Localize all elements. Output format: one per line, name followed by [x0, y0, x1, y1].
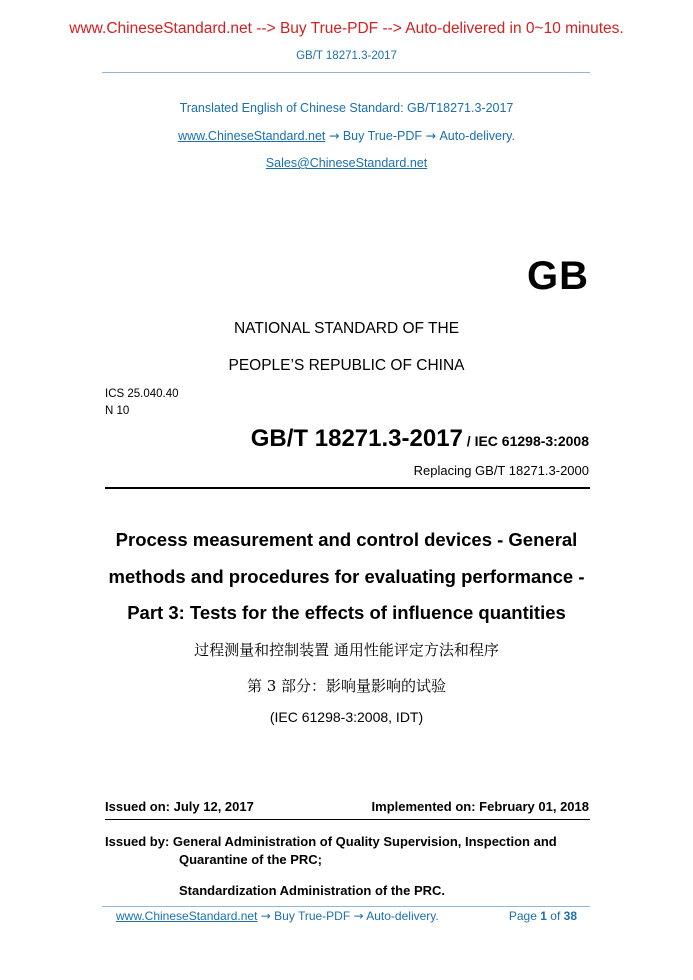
- top-banner[interactable]: www.ChineseStandard.net --> Buy True-PDF --> Auto-delivered in 0~10 minutes.: [69, 20, 624, 37]
- standard-number: [251, 425, 589, 453]
- footer-text-1: Buy True-PDF: [270, 909, 354, 923]
- issuer-2: Standardization Administration of the PRC.: [179, 883, 446, 898]
- translated-line: Translated English of Chinese Standard: GB/T18271.3-2017: [179, 101, 514, 115]
- ics-code: ICS 25.040.40: [105, 388, 179, 400]
- footer-purchase: [116, 909, 439, 923]
- issuer-1a: General Administration of Quality Supervision, Inspection and: [169, 834, 557, 849]
- purchase-line: [0, 128, 693, 143]
- footer-text-2: Auto-delivery.: [363, 909, 439, 923]
- issued-by-line-1: [105, 833, 595, 851]
- site-link[interactable]: www.ChineseStandard.net: [178, 129, 326, 143]
- replacing-note: Replacing GB/T 18271.3-2000: [413, 463, 589, 478]
- of-label: of: [550, 909, 561, 923]
- header-rule: [102, 72, 590, 73]
- issuer-1b: Quarantine of the PRC;: [179, 852, 323, 867]
- gb-logo: GB: [527, 254, 589, 298]
- chinese-title-1: 过程测量和控制装置 通用性能评定方法和程序: [194, 641, 499, 659]
- right-arrow-icon: →: [260, 909, 271, 923]
- email-link[interactable]: Sales@ChineseStandard.net: [265, 156, 428, 170]
- page-label: Page: [508, 909, 537, 923]
- page-indicator: [509, 909, 577, 923]
- issued-by-label: Issued by:: [105, 834, 170, 849]
- page-number: 1: [540, 909, 547, 923]
- idt-note: (IEC 61298-3:2008, IDT): [269, 709, 424, 725]
- number-separator: /: [462, 433, 475, 449]
- footer-site-link[interactable]: www.ChineseStandard.net: [116, 909, 258, 923]
- email-line: [0, 156, 693, 170]
- ccs-code: N 10: [105, 405, 130, 417]
- dates-rule: [105, 819, 590, 820]
- right-arrow-icon: →: [328, 128, 340, 143]
- right-arrow-icon: →: [353, 909, 364, 923]
- footer-rule: [102, 906, 590, 907]
- title-line-1: Process measurement and control devices - General: [115, 529, 578, 550]
- right-arrow-icon: →: [425, 128, 436, 143]
- purchase-text: Buy True-PDF: [339, 129, 426, 143]
- issued-on: Issued on: July 12, 2017: [105, 799, 254, 814]
- national-line-2: PEOPLE’S REPUBLIC OF CHINA: [228, 357, 465, 374]
- title-line-3: Part 3: Tests for the effects of influence quantities: [127, 602, 566, 623]
- page-total: 38: [563, 909, 577, 923]
- issued-by: [105, 833, 595, 900]
- header-code: GB/T 18271.3-2017: [296, 50, 397, 62]
- iec-number: IEC 61298-3:2008: [474, 433, 589, 449]
- implemented-on: Implemented on: February 01, 2018: [371, 799, 589, 814]
- national-line-1: NATIONAL STANDARD OF THE: [233, 320, 460, 337]
- gb-number: GB/T 18271.3-2017: [250, 425, 463, 452]
- title-rule: [105, 487, 590, 489]
- title-line-2: methods and procedures for evaluating performance -: [108, 566, 585, 587]
- purchase-text-2: Auto-delivery.: [435, 129, 515, 143]
- chinese-title-2: 第 3 部分：影响量影响的试验: [246, 677, 447, 695]
